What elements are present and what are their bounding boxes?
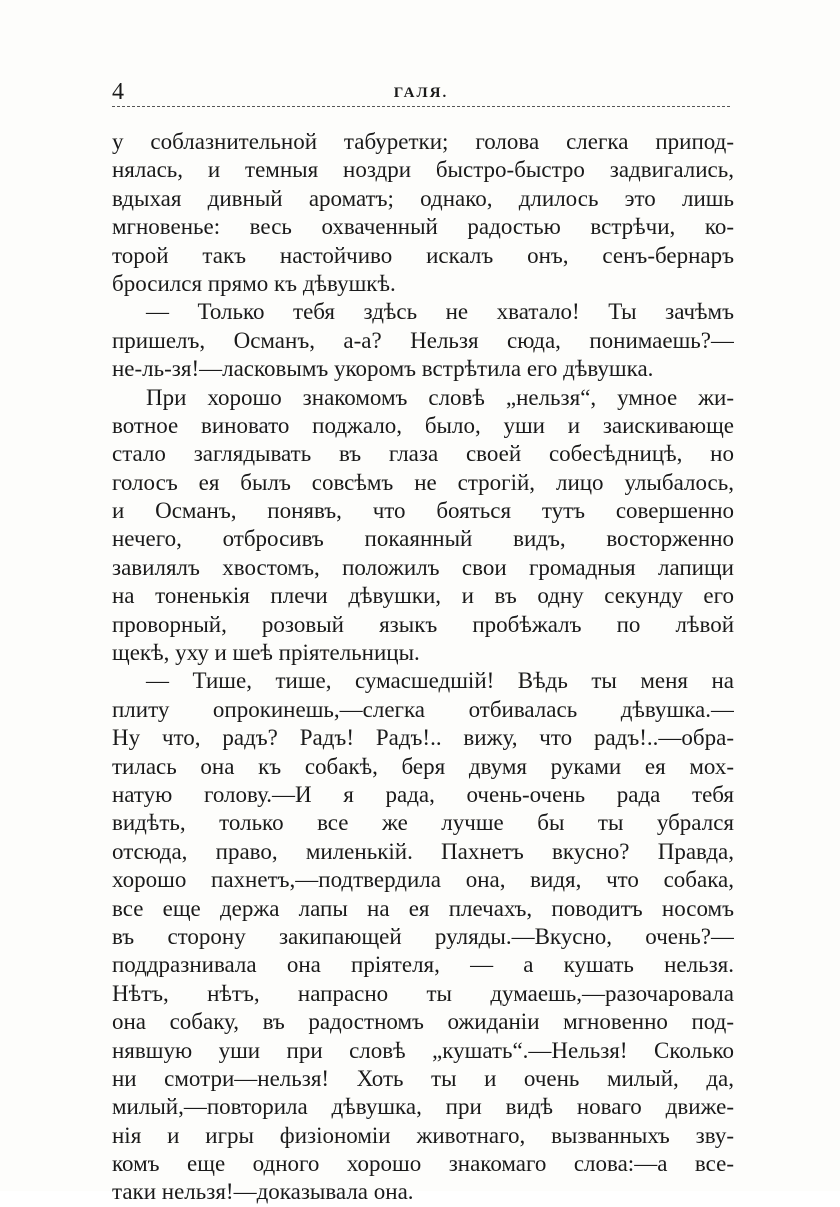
text-line: бросился прямо къ дѣвушкѣ. xyxy=(112,270,396,296)
text-line: — Только тебя здѣсь не хватало! Ты зачѣмъ xyxy=(146,299,734,325)
text-line: пришелъ, Османъ, а-а? Нельзя сюда, понимаешь?— xyxy=(112,327,734,353)
text-line: и Османъ, понявъ, что бояться тутъ совершенно xyxy=(112,498,734,524)
text-line: щекѣ, уху и шеѣ пріятельницы. xyxy=(112,640,420,666)
page-number: 4 xyxy=(112,79,124,105)
text-line: ни смотри—нельзя! Хоть ты и очень милый, да, xyxy=(112,1065,734,1091)
text-line: торой такъ настойчиво искалъ онъ, сенъ-бернаръ xyxy=(112,242,734,268)
text-line: нія и игры физіономіи животнаго, вызванныхъ зву- xyxy=(112,1122,734,1148)
text-line: проворный, розовый языкъ пробѣжалъ по лѣвой xyxy=(112,611,734,637)
text-line: нечего, отбросивъ покаянный видъ, восторженно xyxy=(112,526,734,552)
text-line: не-ль-зя!—ласковымъ укоромъ встрѣтила его дѣвушка. xyxy=(112,356,654,382)
text-line: стало заглядывать въ глаза своей собесѣдницѣ, но xyxy=(112,441,734,467)
text-line: отсюда, право, миленькій. Пахнетъ вкусно? Правда, xyxy=(112,838,734,864)
text-line: плиту опрокинешь,—слегка отбивалась дѣвушка.— xyxy=(112,696,734,722)
text-line: При хорошо знакомомъ словѣ „нельзя“, умное жи- xyxy=(146,384,734,410)
text-line: — Тише, тише, сумасшедшій! Вѣдь ты меня на xyxy=(146,668,734,694)
text-line: она собаку, въ радостномъ ожиданіи мгновенно под- xyxy=(112,1009,734,1035)
text-line: въ сторону закипающей руляды.—Вкусно, очень?— xyxy=(112,923,734,949)
text-line: тилась она къ собакѣ, беря двумя руками ея мох- xyxy=(112,753,734,779)
text-line: нявшую уши при словѣ „кушать“.—Нельзя! Сколько xyxy=(112,1037,734,1063)
text-line: комъ еще одного хорошо знакомаго слова:—а все- xyxy=(112,1151,734,1177)
text-line: милый,—повторила дѣвушка, при видѣ новаго движе- xyxy=(112,1094,734,1120)
text-line: мгновенье: весь охваченный радостью встрѣчи, ко- xyxy=(112,214,734,240)
page-header xyxy=(112,78,730,108)
text-line: хорошо пахнетъ,—подтвердила она, видя, что собака, xyxy=(112,867,734,893)
text-line: таки нельзя!—доказывала она. xyxy=(112,1179,414,1205)
text-line: видѣть, только все же лучше бы ты убрался xyxy=(112,810,734,836)
text-line: Нѣтъ, нѣтъ, напрасно ты думаешь,—разочаровала xyxy=(112,980,734,1006)
text-line: вдыхая дивный ароматъ; однако, длилось это лишь xyxy=(112,185,734,211)
running-title: ГАЛЯ. xyxy=(393,85,449,101)
text-line: голосъ ея былъ совсѣмъ не строгій, лицо улыбалось, xyxy=(112,469,734,495)
text-line: все еще держа лапы на ея плечахъ, поводитъ носомъ xyxy=(112,895,734,921)
header-rule xyxy=(112,106,730,107)
text-line: Ну что, радъ? Радъ! Радъ!.. вижу, что радъ!..—обра- xyxy=(112,725,734,751)
text-line: у соблазнительной табуретки; голова слегка припод- xyxy=(112,129,734,154)
text-line: натую голову.—И я рада, очень-очень рада тебя xyxy=(112,781,734,807)
text-line: вотное виновато поджало, было, уши и заискивающе xyxy=(112,412,734,438)
text-line: поддразнивала она пріятеля, — а кушать нельзя. xyxy=(112,952,734,978)
text-line: завилялъ хвостомъ, положилъ свои громадныя лапищи xyxy=(112,554,734,580)
body-text xyxy=(112,128,734,1207)
text-line: нялась, и темныя ноздри быстро-быстро задвигались, xyxy=(112,157,734,183)
text-line: на тоненькія плечи дѣвушки, и въ одну секунду его xyxy=(112,583,734,609)
